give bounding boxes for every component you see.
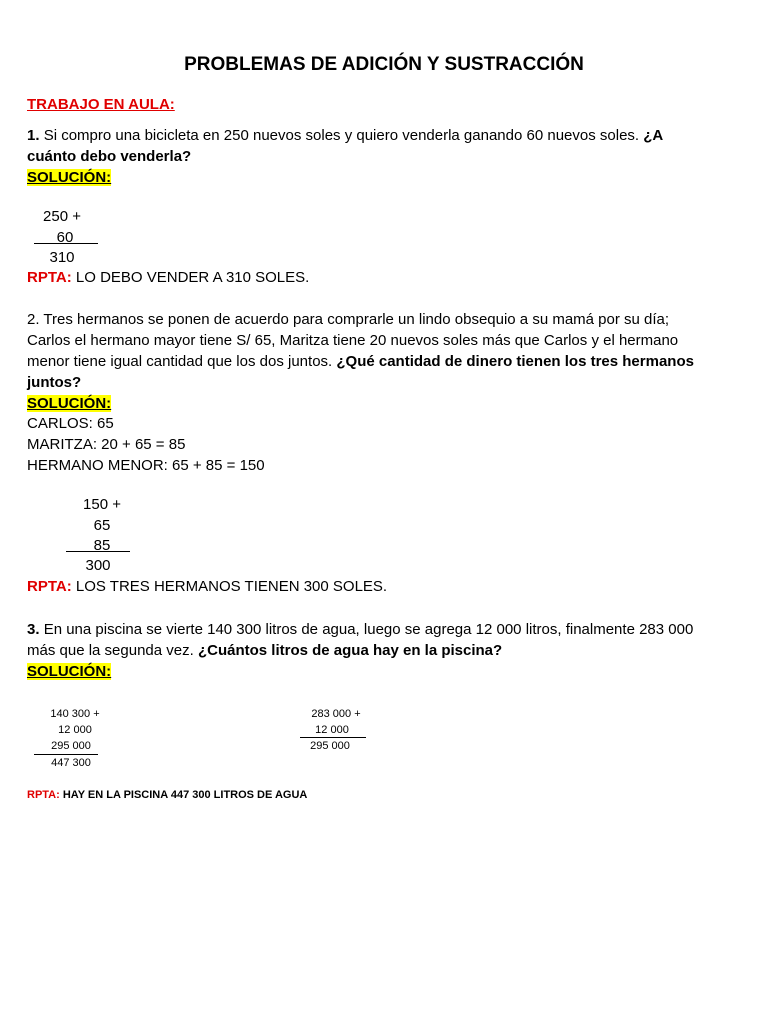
p2-sum-line [66, 551, 130, 552]
problem-3-number: 3. [27, 621, 40, 638]
problem-2-answer [27, 576, 387, 597]
p3-opB-1: 283 000 + [311, 708, 361, 720]
rpta-label: RPTA: [27, 578, 72, 595]
problem-1-number: 1. [27, 127, 40, 144]
problem-1-question-start: ¿A [643, 127, 664, 144]
problem-1-question: cuánto debo venderla? [27, 148, 192, 165]
problem-3-text-2: más que la segunda vez. [27, 642, 194, 659]
problem-3-line-2 [27, 640, 502, 661]
problem-3-text: En una piscina se vierte 140 300 litros de agua, luego se agrega 12 000 litros, finalmente 283 000 [43, 621, 694, 638]
page-title: PROBLEMAS DE ADICIÓN Y SUSTRACCIÓN [184, 54, 584, 75]
p1-sum-line [34, 243, 98, 244]
p3-opB-2: 12 000 [315, 724, 349, 736]
problem-3-line-1 [27, 619, 693, 640]
p2-result: 300 [85, 557, 111, 574]
p1-op-1: 250 + [43, 208, 81, 225]
problem-2-solution-label: SOLUCIÓN: [27, 395, 112, 412]
p3-opA-2: 12 000 [58, 724, 92, 736]
p2-op-2: 65 [93, 517, 111, 534]
p2-op-3: 85 [93, 537, 111, 554]
problem-2-text: menor tiene igual cantidad que los dos juntos. [27, 353, 333, 370]
problem-3-question: ¿Cuántos litros de agua hay en la piscina? [197, 642, 503, 659]
p1-result: 310 [49, 249, 75, 266]
problem-1-solution-label: SOLUCIÓN: [27, 169, 112, 186]
problem-3-answer-text: HAY EN LA PISCINA 447 300 LITROS DE AGUA [62, 789, 308, 801]
problem-2-line-3 [27, 351, 694, 372]
p3-opA-result: 447 300 [51, 757, 91, 769]
problem-1-answer [27, 267, 309, 288]
problem-2-question: ¿Qué cantidad de dinero tienen los tres hermanos [336, 353, 694, 370]
problem-2-answer-text: LOS TRES HERMANOS TIENEN 300 SOLES. [75, 578, 388, 595]
p3-opA-3: 295 000 [51, 740, 91, 752]
problem-1-answer-text: LO DEBO VENDER A 310 SOLES. [75, 269, 310, 286]
problem-2-line-2: Carlos el hermano mayor tiene S/ 65, Maritza tiene 20 nuevos soles más que Carlos y el hermano [27, 332, 679, 349]
section-heading: TRABAJO EN AULA: [27, 96, 175, 113]
rpta-label: RPTA: [27, 269, 72, 286]
problem-3-solution-label: SOLUCIÓN: [27, 663, 112, 680]
problem-2-step-3: HERMANO MENOR: 65 + 85 = 150 [27, 457, 265, 474]
problem-1-line-1 [27, 125, 663, 146]
p3-opB-result: 295 000 [310, 740, 350, 752]
rpta-label: RPTA: [27, 789, 60, 801]
p3-opA-1: 140 300 + [50, 708, 100, 720]
p1-op-2: 60 [56, 229, 74, 246]
problem-2-line-1: 2. Tres hermanos se ponen de acuerdo para comprarle un lindo obsequio a su mamá por su día; [27, 311, 670, 328]
p2-op-1: 150 + [83, 496, 121, 513]
problem-2-line-4: juntos? [27, 374, 82, 391]
problem-2-step-2: MARITZA: 20 + 65 = 85 [27, 436, 186, 453]
problem-3-answer [27, 789, 307, 801]
problem-1-text: Si compro una bicicleta en 250 nuevos soles y quiero venderla ganando 60 nuevos soles. [43, 127, 640, 144]
problem-2-step-1: CARLOS: 65 [27, 415, 114, 432]
